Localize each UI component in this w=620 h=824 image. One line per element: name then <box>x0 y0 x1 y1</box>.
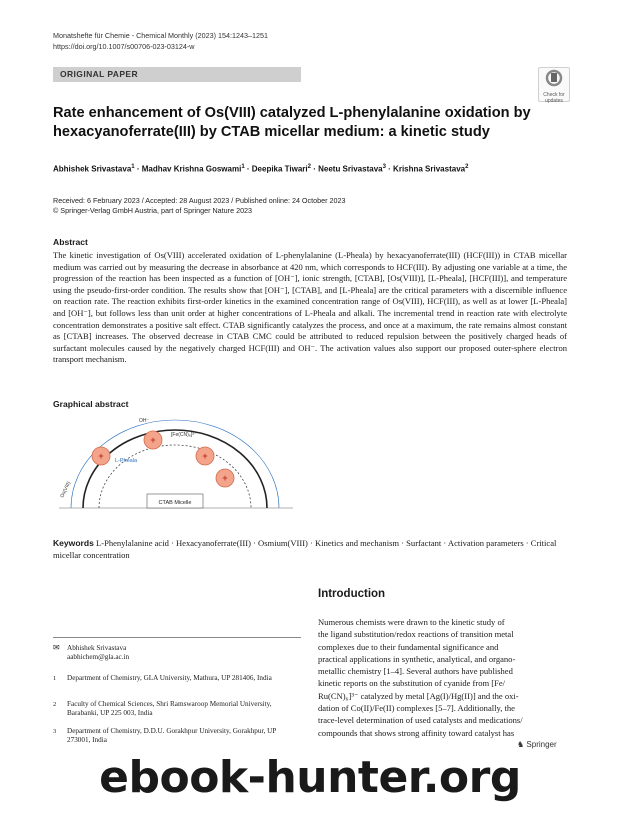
intro-line: dation of Co(II)/Fe(II) complexes [5–7]. Additionally, the <box>318 703 515 714</box>
author-name[interactable]: Krishna Srivastava <box>393 164 466 174</box>
micelle-head <box>92 431 234 487</box>
author-name[interactable]: Madhav Krishna Goswami <box>141 164 242 174</box>
label-oh: OH⁻ <box>139 418 150 424</box>
svg-text:+: + <box>222 473 228 483</box>
intro-line: the ligand substitution/redox reactions of transition metal <box>318 629 514 640</box>
abstract-text: The kinetic investigation of Os(VIII) accelerated oxidation of L-phenylalanine (L-Pheala) by hexacyanoferrate(III) (HCF(III)) in CTAB micellar medium was carried out by measuring the decrease in absorbance at 420 nm, which corresponds to HCF(III). By adjusting one variable at a time, the progression of the reaction has been inspected as a function of [OH⁻], ionic strength, [CTAB], [Os(VIII)], [L-Pheala], [HCF(III)], and temperature using the pseudo-first-order condition. The results show that [OH⁻], [CTAB], and [L-Pheala] are the critical parameters with a discernible influence on reaction rate. The reaction exhibits first-order kinetics in the examined concentration range of Os(VIII), HCF(III), as well as at lower [L-Pheala] and [OH⁻], but follows less than unit order at higher concentrations of L-Pheala and alkali. The incremental trend in reaction rate with electrolyte concentration demonstrates a positive salt effect. CTAB significantly catalyzes the process, and once at a maximum, the rate remains almost constant as [CTAB] increases. The observed decrease in CTAB CMC could be attributed to reduced repulsion between the positively charged heads of surfactant molecules caused by the negatively charged HCF(III) and OH⁻. The activation values also support our proposed outer-sphere electron transport mechanism. <box>53 250 567 365</box>
corresponding-email[interactable]: aabhichem@gla.ac.in <box>67 653 130 662</box>
label-fecn: [Fe(CN)₆]³⁻ <box>171 432 197 438</box>
article-type-banner <box>53 67 301 82</box>
keywords-list: L-Phenylalanine acid · Hexacyanoferrate(III) · Osmium(VIII) · Kinetics and mechanism · Surfactant · Activation parameters · Critical micellar concentration <box>53 538 557 560</box>
author-name[interactable]: Neetu Srivastava <box>318 164 383 174</box>
ctab-micelle-label: CTAB Micelle <box>158 500 192 506</box>
intro-line: trace-level determination of used catalysts and medications/ <box>318 715 523 726</box>
envelope-icon: ✉ <box>53 643 60 652</box>
publisher-name: Springer <box>526 740 557 749</box>
author-name[interactable]: Deepika Tiwari <box>251 164 308 174</box>
svg-text:+: + <box>150 435 156 445</box>
check-updates-line2: updates <box>545 97 563 104</box>
label-os: Os(VIII) <box>59 480 73 499</box>
article-type-label: ORIGINAL PAPER <box>60 69 139 79</box>
footnote-divider <box>53 637 301 638</box>
abstract-heading: Abstract <box>53 237 88 247</box>
label-pheala: L-Pheala <box>115 458 138 464</box>
intro-line: Ru(CN)₆]³⁻ catalyzed by metal [Ag(I)/Hg(II)] and the oxi- <box>318 690 519 701</box>
affiliation-text: Department of Chemistry, GLA University, Mathura, UP 281406, India <box>67 674 272 682</box>
introduction-text <box>318 616 568 739</box>
author-affiliation-mark: 2 <box>307 164 311 170</box>
svg-text:+: + <box>202 451 208 461</box>
keywords-block <box>53 538 567 561</box>
graphical-abstract-heading: Graphical abstract <box>53 399 129 409</box>
publisher-logo <box>517 740 557 749</box>
springer-horse-icon: ♞ <box>517 740 525 749</box>
affiliation-1 <box>53 674 301 694</box>
article-title: Rate enhancement of Os(VIII) catalyzed L-phenylalanine oxidation by hexacyanoferrate(III) by CTAB micellar medium: a kinetic study <box>53 105 531 140</box>
introduction-heading: Introduction <box>318 588 386 600</box>
check-updates-line1: Check for <box>543 92 565 98</box>
affiliation-number: 3 <box>53 728 57 735</box>
affiliation-text: Department of Chemistry, D.D.U. Gorakhpur University, Gorakhpur, UP 273001, India <box>67 727 277 745</box>
author-list: Abhishek Srivastava$^1$ · Madhav Krishna Goswami$^1$ · Deepika Tiwari$^2$ · Neetu Srivastava$^3$ · Krishna Srivastava$^2$ <box>53 164 469 174</box>
corresponding-author <box>53 644 301 666</box>
author-affiliation-mark: 2 <box>465 164 469 170</box>
graphical-abstract-figure <box>53 412 298 530</box>
author-affiliation-mark: 1 <box>241 164 245 170</box>
intro-line: kinetic reports on the substitution of cyanide from [Fe/ <box>318 678 506 689</box>
affiliation-number: 2 <box>53 701 57 708</box>
author-affiliation-mark: 1 <box>131 164 135 170</box>
affiliation-2 <box>53 700 301 720</box>
affiliation-text: Faculty of Chemical Sciences, Shri Ramswaroop Memorial University, Barabanki, UP 225 003, India <box>67 700 272 718</box>
copyright-line: © Springer-Verlag GmbH Austria, part of Springer Nature 2023 <box>53 206 253 215</box>
check-updates-icon <box>539 68 569 88</box>
check-for-updates-badge[interactable] <box>538 67 570 102</box>
intro-line: practical applications in synthetic, analytical, and organo- <box>318 653 516 664</box>
author-name[interactable]: Abhishek Srivastava <box>53 164 132 174</box>
doi-link[interactable]: https://doi.org/10.1007/s00706-023-03124-w <box>53 42 195 51</box>
svg-text:+: + <box>98 451 104 461</box>
affiliation-3 <box>53 727 301 747</box>
intro-line: Numerous chemists were drawn to the kinetic study of <box>318 617 505 627</box>
author-affiliation-mark: 3 <box>382 164 386 170</box>
publication-dates: Received: 6 February 2023 / Accepted: 28 August 2023 / Published online: 24 October 2023 <box>53 196 346 205</box>
watermark-text: ebook-hunter.org <box>99 752 521 803</box>
journal-citation: Monatshefte für Chemie - Chemical Monthly (2023) 154:1243–1251 <box>53 31 268 40</box>
affiliation-number: 1 <box>53 675 57 682</box>
intro-line: complexes due to their fundamental significance and <box>318 641 499 652</box>
intro-line: compounds that shows strong affinity toward catalyst has <box>318 727 515 738</box>
corresponding-name: Abhishek Srivastava <box>67 644 127 652</box>
keywords-label: Keywords <box>53 538 94 548</box>
intro-line: metallic chemistry [1–4]. Several authors have published <box>318 666 513 677</box>
